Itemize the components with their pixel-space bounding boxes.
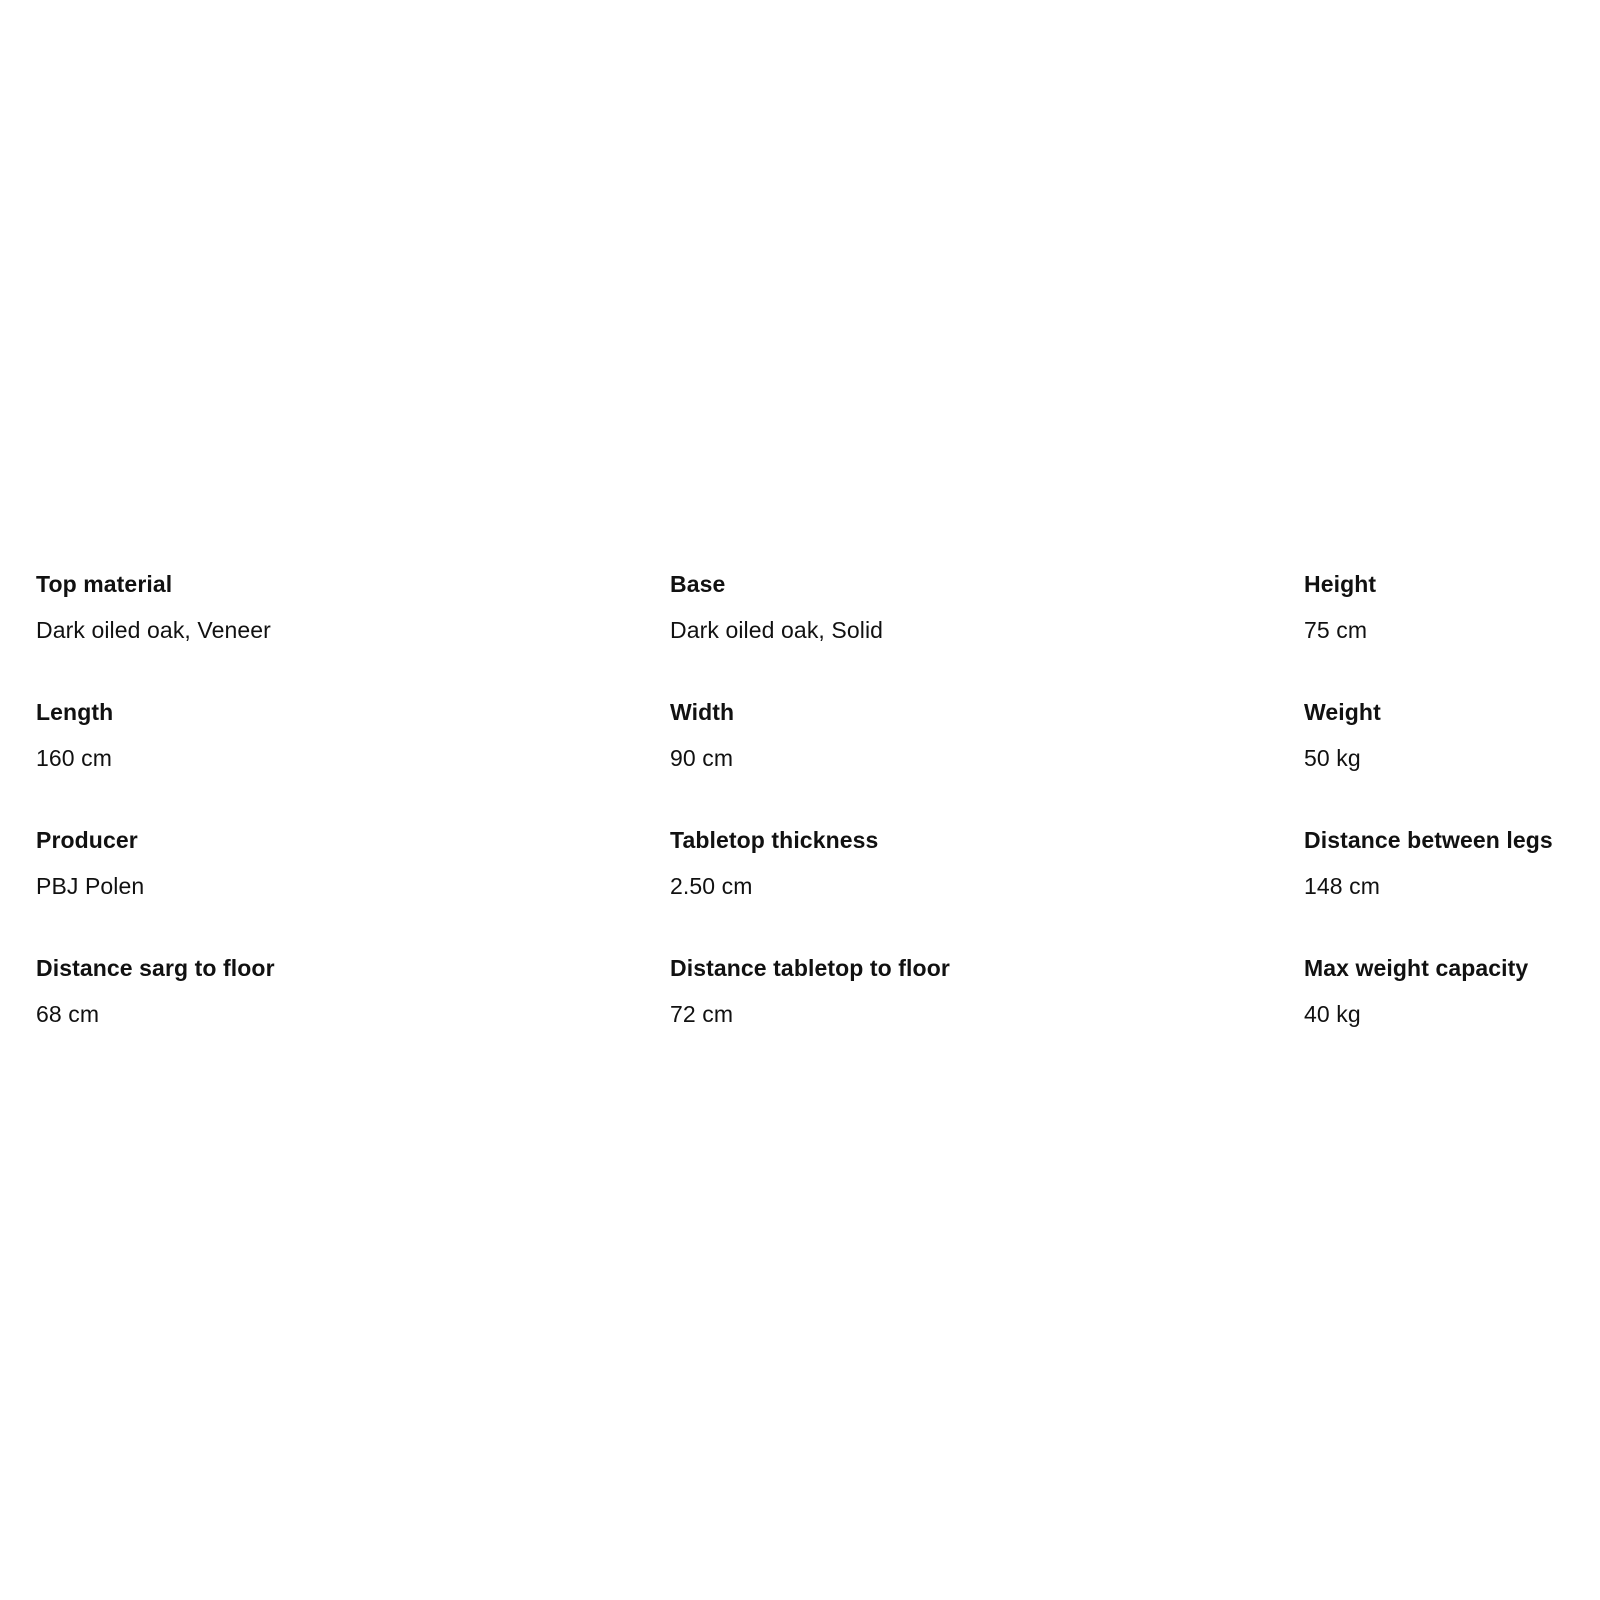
spec-label: Width: [670, 699, 735, 725]
spec-label: Tabletop thickness: [670, 827, 879, 853]
spec-label: Weight: [1304, 699, 1381, 725]
spec-tabletop-thickness: [670, 828, 1304, 956]
spec-value: 2.50 cm: [670, 873, 753, 899]
spec-value: PBJ Polen: [36, 873, 145, 899]
spec-value: 68 cm: [36, 1001, 100, 1027]
spec-length: [36, 700, 670, 828]
spec-value: 75 cm: [1304, 617, 1368, 643]
spec-value: 40 kg: [1304, 1001, 1361, 1027]
spec-label: Base: [670, 571, 726, 597]
spec-value: 90 cm: [670, 745, 734, 771]
spec-base: [670, 572, 1304, 700]
spec-distance-sarg-to-floor: [36, 956, 670, 1084]
spec-label: Height: [1304, 571, 1377, 597]
spec-width: [670, 700, 1304, 828]
spec-value: 50 kg: [1304, 745, 1361, 771]
spec-value: 148 cm: [1304, 873, 1381, 899]
spec-label: Length: [36, 699, 114, 725]
spec-label: Distance tabletop to floor: [670, 955, 950, 981]
spec-height: [1304, 572, 1600, 700]
spec-value: Dark oiled oak, Solid: [670, 617, 884, 643]
spec-distance-tabletop-to-floor: [670, 956, 1304, 1084]
spec-label: Top material: [36, 571, 173, 597]
spec-top-material: [36, 572, 670, 700]
spec-label: Producer: [36, 827, 138, 853]
spec-label: Max weight capacity: [1304, 955, 1529, 981]
spec-producer: [36, 828, 670, 956]
product-specifications: [36, 572, 1600, 1084]
spec-value: 160 cm: [36, 745, 113, 771]
spec-max-weight-capacity: [1304, 956, 1600, 1084]
spec-weight: [1304, 700, 1600, 828]
spec-label: Distance sarg to floor: [36, 955, 275, 981]
spec-label: Distance between legs: [1304, 827, 1553, 853]
spec-distance-between-legs: [1304, 828, 1600, 956]
spec-value: Dark oiled oak, Veneer: [36, 617, 271, 643]
spec-value: 72 cm: [670, 1001, 734, 1027]
